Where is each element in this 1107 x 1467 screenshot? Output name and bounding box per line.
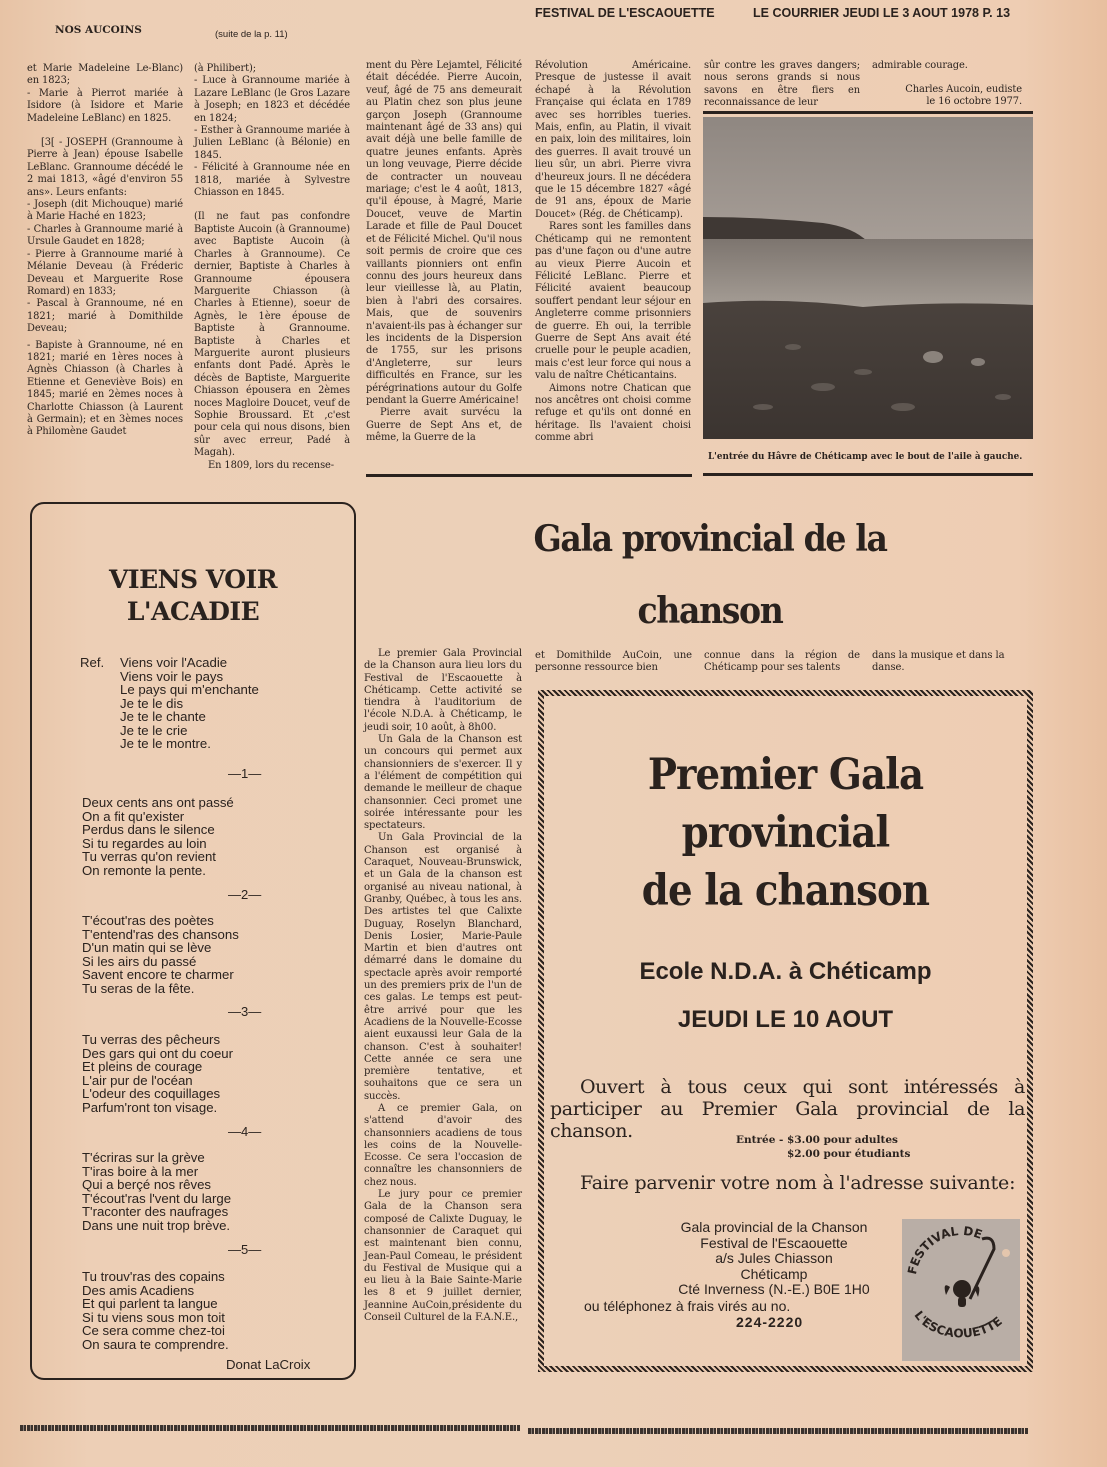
- svg-text:FESTIVAL DE: [905, 1224, 984, 1276]
- festival-header: FESTIVAL DE L'ESCAOUETTE: [535, 6, 715, 20]
- poem-title-line-1: VIENS VOIR: [109, 565, 277, 594]
- ad-price-adults: Entrée - $3.00 pour adultes: [736, 1134, 898, 1146]
- gala-column-2: et Domithilde AuCoin, une personne ressource bien: [535, 650, 692, 674]
- ad-title-line-1: Premier Gala: [647, 750, 924, 800]
- logo-flower: [953, 1280, 971, 1298]
- photo-caption: L'entrée du Hâvre de Chéticamp avec le bout de l'aile à gauche.: [708, 452, 1023, 462]
- aucoins-column-5: sûr contre les graves dangers; nous serons grands si nous savons en être fiers en reconnaissance de leur: [704, 60, 860, 109]
- signature-name: Charles Aucoin, eudiste: [905, 84, 1022, 95]
- divider-aucoins-bottom-right: [703, 473, 1033, 476]
- divider-photo-top: [703, 111, 1033, 114]
- signature-date: le 16 octobre 1977.: [926, 95, 1022, 107]
- ad-phone-label: ou téléphonez à frais virés au no.: [584, 1298, 791, 1314]
- harbour-photo-image: [703, 117, 1033, 439]
- gala-headline-line-2: chanson: [637, 590, 783, 632]
- ad-price-students: $2.00 pour étudiants: [787, 1148, 911, 1160]
- logo-text-bottom: L'ESCAOUETTE: [911, 1308, 1005, 1341]
- gala-column-1: Le premier Gala Provincial de la Chanson aura lieu lors du Festival de l'Escaouette à Chéticamp. Cette activité se tiendra à l'auditorium de l'école N.D.A. à Chéticamp, le jeudi soir, 10 août, à 8h00. Un Gala de la Chanson est un concours qui permet aux chansionniers de s'exercer. Il y a l'élément de compétition qui demande le meilleur de chaque chansonnier. Ceci promet une soirée intéressante pour les spectateurs. Un Gala Provincial de la Chanson est organisé à Caraquet, Nouveau-Brunswick, et un Gala de la chanson est organisé au niveau national, à Granby, Québec, à tous les ans. Des artistes tel que Calixte Duguay, Roselyn Blanchard, Denis Losier, Marie-Paule Martin et bien d'autres ont démarré dans le domaine du spectacle après avoir remporté un des premiers prix de l'un de ces galas. Le temps est peut-être arrivé pour que les Acadiens de la Nouvelle-Ecosse aient euxaussi leur Gala de la chanson. C'est à souhaiter! Cette année ce sera une première tentative, et souhaitons que ce sera un succès. A ce premier Gala, on s'attend d'avoir des chansonniers acadiens de tous les coins de la Nouvelle-Ecosse. Ce sera l'occasion de connaître les chansonniers de chez nous. Le jury pour ce premier Gala de la Chanson sera composé de Calixte Duguay, le chansonnier de Caraquet qui est maintenant bien connu, Jean-Paul Comeau, le président du Festival de Musique qui a eu lieu à la Baie Sainte-Marie les 8 et 9 juillet dernier, Jeannine AuCoin,présidente du Conseil Culturel de la F.A.N.E.,: [364, 648, 522, 1324]
- festival-logo: [902, 1219, 1020, 1361]
- logo-handle: [958, 1297, 966, 1307]
- stanza-1: Deux cents ans ont passé On a fit qu'exister Perdus dans le silence Si tu regardes au loin Tu verras qu'on revient On remonte la pente.: [82, 795, 234, 878]
- gala-headline-line-1: Gala provincial de la: [533, 518, 887, 560]
- divider-aucoins-bottom-left: [366, 474, 692, 477]
- address-line: Gala provincial de la Chanson: [680, 1219, 868, 1235]
- logo-text-top: FESTIVAL DE: [905, 1223, 985, 1276]
- address-line: Cté Inverness (N.-E.) B0E 1H0: [678, 1281, 870, 1297]
- stanza-number: —1—: [228, 766, 262, 781]
- logo-paper-dot: [1002, 1249, 1010, 1257]
- gala-column-4: dans la musique et dans la danse.: [872, 650, 1005, 674]
- bottom-print-rule-left: [20, 1425, 520, 1431]
- stanza-3: Tu verras des pêcheurs Des gars qui ont du coeur Et pleins de courage L'air pur de l'océan L'odeur des coquillages Parfum'ront ton visage.: [82, 1032, 234, 1115]
- stanza-number: —5—: [228, 1242, 262, 1257]
- harbour-photo: [703, 117, 1033, 439]
- ad-address: [634, 1220, 914, 1298]
- ad-send-name: Faire parvenir votre nom à l'adresse suivante:: [580, 1172, 1016, 1194]
- paper-dateline: LE COURRIER JEUDI LE 3 AOUT 1978 P. 13: [753, 6, 1011, 20]
- ad-title-line-3: de la chanson: [641, 866, 930, 916]
- article-signature: [872, 84, 1022, 107]
- stanza-number: —2—: [228, 887, 262, 902]
- poem-author: Donat LaCroix: [226, 1357, 311, 1372]
- continued-note: (suite de la p. 11): [215, 29, 288, 40]
- address-line: Chéticamp: [740, 1265, 808, 1282]
- aucoins-column-3: ment du Père Lejamtel, Félicité était décédée. Pierre Aucoin, veuf, âgé de 75 ans demeurait au Platin chez son plus jeune garçon Joseph (Grannoume maintenant âgé de 33 ans) qui avait déjà une belle famille de quatre jeunes enfants. Après un long veuvage, Pierre décide de contracter un nouveau mariage; c'est le 4 août, 1813, qu'il épouse, à Magré, Marie Doucet, veuve de Martin Larade et fille de Paul Doucet et de Félicité Michel. Qu'il nous soit permis de croire que ces vaillants pionniers ont enfin connu des jours heureux dans leur vieillesse là, au Platin, bien à l'abri des corsaires. Mais, que de souvenirs n'avaient-ils pas à échanger sur les incidents de la Dispersion de 1755, sur les prisons d'Angleterre, sur leurs difficultés en France, sur les pérégrinations autour du Golfe pendant la Guerre Américaine! Pierre avait survécu la Guerre de Sept Ans et, de même, la Guerre de la: [366, 60, 523, 444]
- logo-cane: [970, 1238, 994, 1299]
- bottom-print-rule-right: [528, 1428, 1028, 1434]
- aucoins-column-6: admirable courage.: [872, 60, 968, 71]
- section-title: NOS AUCOINS: [55, 24, 142, 36]
- address-line: Festival de l'Escaouette: [700, 1234, 848, 1251]
- poem-box: [30, 502, 356, 1380]
- aucoins-column-2: (à Philibert); - Luce à Grannoume mariée à Lazare LeBlanc (le Gros Lazare à Joseph; en 1823 et décédée en 1824; - Esther à Grannoume mariée à Julien LeBlanc (à Bélonie) en 1845. - Félicité à Grannoume née en 1818, mariée à Sylvestre Chiasson en 1845. (Il ne faut pas confondre Baptiste Aucoin (à Grannoume) avec Baptiste Aucoin (à Charles à Grannoume). Ce dernier, Baptiste à Charles à Grannoume épousera Marguerite Chiasson (à Charles à Etienne), soeur de Agnès, le 1ère épouse de Baptiste à Grannoume. Baptiste à Charles et Marguerite auront plusieurs enfants dont Padé. Après le décès de Baptiste, Marguerite Chiasson épousera en 2èmes noces Magloire Doucet, veuf de Sophie Broussard. Et ,c'est pour cela qui nous disons, bien sûr avec erreur, Padé à Magah). En 1809, lors du recense-: [194, 63, 350, 471]
- gala-column-3: connue dans la région de Chéticamp pour ses talents: [704, 650, 860, 674]
- stanza-4: T'écriras sur la grève T'iras boire à la mer Qui a berçé nos rêves T'écout'ras l'vent du large T'raconter des naufrages Dans une nuit trop brève.: [82, 1150, 232, 1233]
- ad-date: JEUDI LE 10 AOUT: [677, 1006, 894, 1033]
- stanza-number: —3—: [228, 1004, 262, 1019]
- svg-text:L'ESCAOUETTE: [911, 1308, 1004, 1340]
- escaouette-logo-icon: [902, 1219, 1020, 1361]
- stanza-5: Tu trouv'ras des copains Des amis Acadiens Et qui parlent ta langue Si tu viens sous mon toit Ce sera comme chez-toi On saura te comprendre.: [82, 1269, 229, 1352]
- ad-invite: Ouvert à tous ceux qui sont intéressés à participer au Premier Gala provincial de la chanson.: [550, 1076, 1025, 1142]
- address-line: a/s Jules Chiasson: [715, 1250, 833, 1266]
- ad-venue: Ecole N.D.A. à Chéticamp: [639, 958, 932, 985]
- aucoins-column-4: Révolution Américaine. Presque de justesse il avait échapé à la Révolution Française qui éclata en 1789 avec ses horribles tueries. Mais, enfin, au Platin, il vivait en paix, loin des militaires, loin des guerres. Il avait trouvé un lieu sûr, un abri. Pierre vivra d'heureux jours. Il ne décédera que le 15 décembre 1827 «âgé de 91 ans, époux de Marie Doucet» (Rég. de Chéticamp). Rares sont les familles dans Chéticamp qui ne remontent pas d'une façon ou d'une autre au vieux Pierre Aucoin et Félicité LeBlanc. Pierre et Félicité avaient beaucoup souffert pendant leur séjour en Angleterre comme prisonniers de guerre. Eh oui, la terrible Guerre de Sept Ans avait été cruelle pour le peuple acadien, mais c'est leur force qui nous a valu de naître Chéticantains. Aimons notre Chatican que nos ancêtres ont choisi comme refuge et qu'ils ont donné en héritage. Ils l'avaient choisi comme abri: [535, 60, 691, 444]
- ad-phone-number: 224-2220: [736, 1314, 804, 1330]
- aucoins-column-1: et Marie Madeleine Le-Blanc) en 1823; - Marie à Pierrot mariée à Isidore (à Isidore et Marie Madeleine LeBlanc) en 1825. [3[ - JOSEPH (Grannoume à Pierre à Jean) épouse Isabelle LeBlanc. Grannoume décédé le 2 mai 1813, «âgé d'environ 55 ans». Leurs enfants: - Joseph (dit Michouque) marié à Marie Haché en 1823; - Charles à Grannoume marié à Ursule Gaudet en 1828; - Pierre à Grannoume marié à Mélanie Deveau (à Fréderic Deveau et Marguerite Rose Romard) en 1833; - Pascal à Grannoume, né en 1821; marié à Domithilde Deveau; - Bapiste à Grannoume, né en 1821; marié en 1ères noces à Agnès Chiasson (à Charles à Etienne et Geneviève Bois) en 1845; marié en 2èmes noces à Charlotte Chiasson (à Laurent à Germain); et en 3èmes noces à Philomène Gaudet: [27, 63, 183, 438]
- refrain-label: Ref.: [80, 655, 105, 670]
- stanza-number: —4—: [228, 1124, 262, 1139]
- ad-title-line-2: provincial: [681, 808, 890, 858]
- refrain: Viens voir l'Acadie Viens voir le pays Le pays qui m'enchante Je te le dis Je te le chante Je te le crie Je te le montre.: [120, 655, 259, 751]
- stanza-2: T'écout'ras des poètes T'entend'ras des chansons D'un matin qui se lève Si les airs du passé Savent encore te charmer Tu seras de la fête.: [82, 913, 239, 996]
- poem-title-line-2: L'ACADIE: [126, 597, 260, 626]
